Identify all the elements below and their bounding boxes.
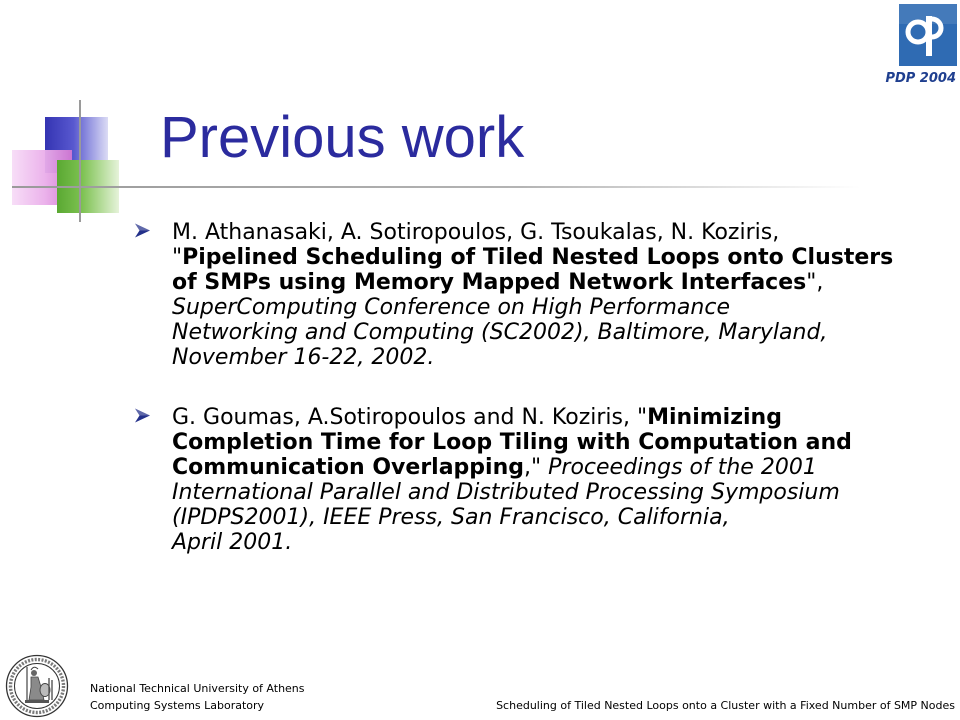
vertical-rule [79, 100, 81, 222]
reference-line [172, 345, 893, 370]
reference-line [172, 480, 852, 505]
reference-paper-title: Communication Overlapping [172, 455, 524, 480]
reference-line [172, 455, 852, 480]
university-seal-icon [5, 654, 69, 718]
reference-venue: SuperComputing Conference on High Performance [172, 295, 730, 320]
reference-venue: Proceedings of the 2001 [548, 455, 817, 480]
reference-line [172, 530, 852, 555]
reference-line [172, 270, 893, 295]
arrowhead-bullet-icon [135, 223, 150, 238]
footer-lab: Computing Systems Laboratory [90, 699, 265, 712]
reference-item [135, 220, 950, 370]
reference-venue: (IPDPS2001), IEEE Press, San Francisco, California, [172, 505, 730, 530]
footer-talk-title: Scheduling of Tiled Nested Loops onto a Cluster with a Fixed Number of SMP Nodes [496, 699, 955, 712]
reference-closing-punctuation: ", [806, 270, 824, 295]
reference-text [172, 220, 893, 370]
reference-item [135, 405, 950, 555]
reference-opening-quote: " [172, 245, 183, 270]
reference-venue: April 2001. [172, 530, 293, 555]
reference-line [172, 295, 893, 320]
reference-closing-punctuation: ," [524, 455, 542, 480]
reference-paper-title: Minimizing [647, 405, 782, 430]
reference-paper-title: Pipelined Scheduling of Tiled Nested Loops onto Clusters [182, 245, 894, 270]
conference-label: PDP 2004 [885, 71, 956, 86]
reference-line [172, 405, 852, 430]
slide-title: Previous work [160, 105, 525, 170]
reference-line [172, 245, 893, 270]
reference-line [172, 505, 852, 530]
reference-line [172, 430, 852, 455]
footer-institution: National Technical University of Athens [90, 682, 305, 695]
reference-line [172, 320, 893, 345]
reference-venue: International Parallel and Distributed Processing Symposium [172, 480, 840, 505]
reference-paper-title: Completion Time for Loop Tiling with Computation and [172, 430, 852, 455]
reference-authors: M. Athanasaki, A. Sotiropoulos, G. Tsoukalas, N. Koziris, [172, 220, 780, 245]
reference-authors: G. Goumas, A.Sotiropoulos and N. Koziris, " [172, 405, 648, 430]
reference-text [172, 405, 852, 555]
reference-venue: November 16-22, 2002. [172, 345, 435, 370]
reference-venue: Networking and Computing (SC2002), Baltimore, Maryland, [172, 320, 828, 345]
reference-paper-title: of SMPs using Memory Mapped Network Interfaces [172, 270, 807, 295]
reference-line [172, 220, 893, 245]
footer-institution-block [90, 680, 305, 714]
arrowhead-bullet-icon [135, 408, 150, 423]
conference-logo-icon [899, 4, 957, 66]
title-underline-rule [12, 186, 860, 188]
